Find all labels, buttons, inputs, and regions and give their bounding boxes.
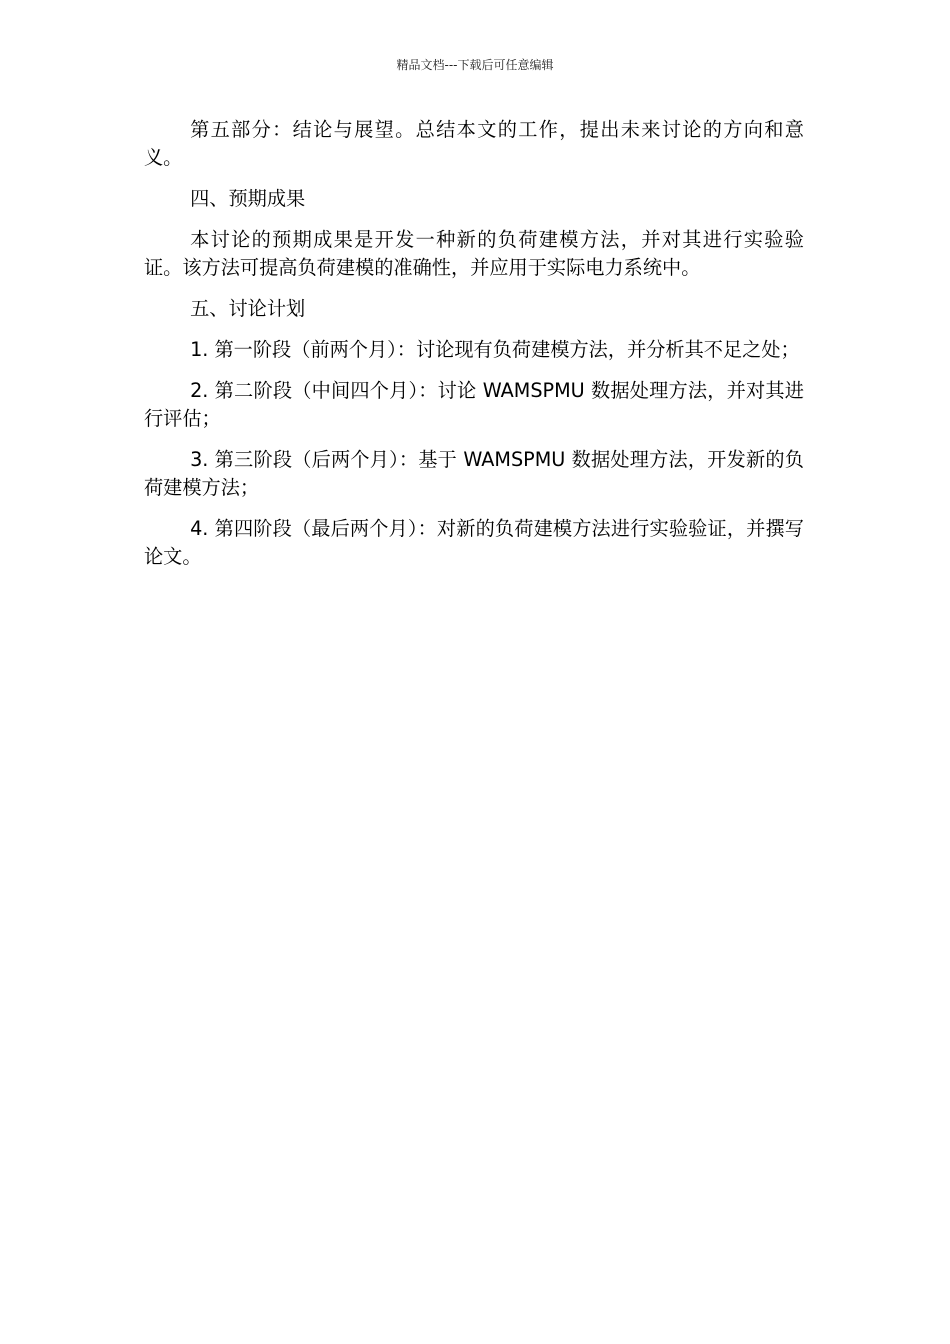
plan-item-4: 4. 第四阶段（最后两个月）：对新的负荷建模方法进行实验验证，并撰写论文。 (144, 517, 804, 568)
plan-item-3: 3. 第三阶段（后两个月）：基于 WAMSPMU 数据处理方法，开发新的负荷建模方法； (144, 448, 804, 499)
heading-expected-results: 四、预期成果 (190, 187, 306, 210)
document-body (144, 116, 804, 584)
plan-item-2: 2. 第二阶段（中间四个月）：讨论 WAMSPMU 数据处理方法，并对其进行评估； (144, 379, 804, 430)
paragraph-expected-results: 本讨论的预期成果是开发一种新的负荷建模方法，并对其进行实验验证。该方法可提高负荷建模的准确性，并应用于实际电力系统中。 (144, 228, 804, 279)
plan-item-1: 1. 第一阶段（前两个月）：讨论现有负荷建模方法，并分析其不足之处； (190, 338, 800, 361)
paragraph-part-five: 第五部分：结论与展望。总结本文的工作，提出未来讨论的方向和意义。 (144, 118, 804, 169)
page-header-note: 精品文档---下载后可任意编辑 (396, 58, 554, 72)
heading-research-plan: 五、讨论计划 (190, 297, 306, 320)
